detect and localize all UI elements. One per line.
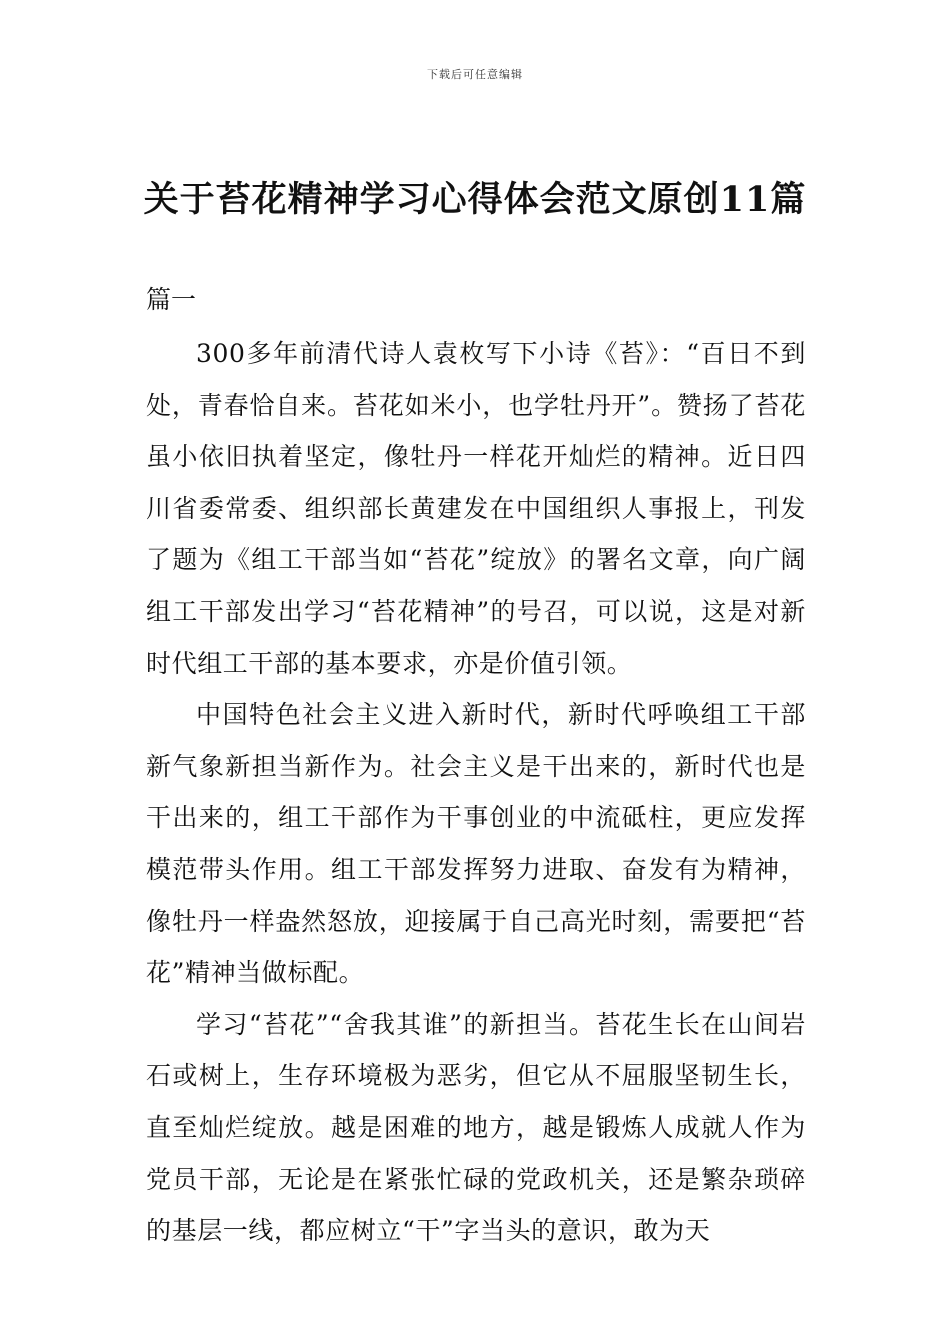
paragraph: 学习“苔花”“舍我其谁”的新担当。苔花生长在山间岩石或树上，生存环境极为恶劣，但它从不屈服坚韧生长，直至灿烂绽放。越是困难的地方，越是锻炼人成就人作为党员干部，无论是在紧张忙碌的党政机关，还是繁杂琐碎的基层一线，都应树立“干”字当头的意识，敢为天 (146, 1009, 806, 1246)
section-label: 篇一 (146, 285, 197, 314)
document-title: 关于苔花精神学习心得体会范文原创11篇 (143, 179, 807, 220)
header-note: 下载后可任意编辑 (427, 68, 523, 81)
paragraph: 中国特色社会主义进入新时代，新时代呼唤组工干部新气象新担当新作为。社会主义是干出来的，新时代也是干出来的，组工干部作为干事创业的中流砥柱，更应发挥模范带头作用。组工干部发挥努力进取、奋发有为精神，像牡丹一样盎然怒放，迎接属于自己高光时刻，需要把“苔花”精神当做标配。 (146, 700, 806, 988)
body-text (146, 328, 806, 1257)
paragraph: 300多年前清代诗人袁枚写下小诗《苔》：“百日不到处，青春恰自来。苔花如米小，也学牡丹开”。赞扬了苔花虽小依旧执着坚定，像牡丹一样花开灿烂的精神。近日四川省委常委、组织部长黄建发在中国组织人事报上，刊发了题为《组工干部当如“苔花”绽放》的署名文章，向广阔组工干部发出学习“苔花精神”的号召，可以说，这是对新时代组工干部的基本要求，亦是价值引领。 (146, 339, 806, 678)
